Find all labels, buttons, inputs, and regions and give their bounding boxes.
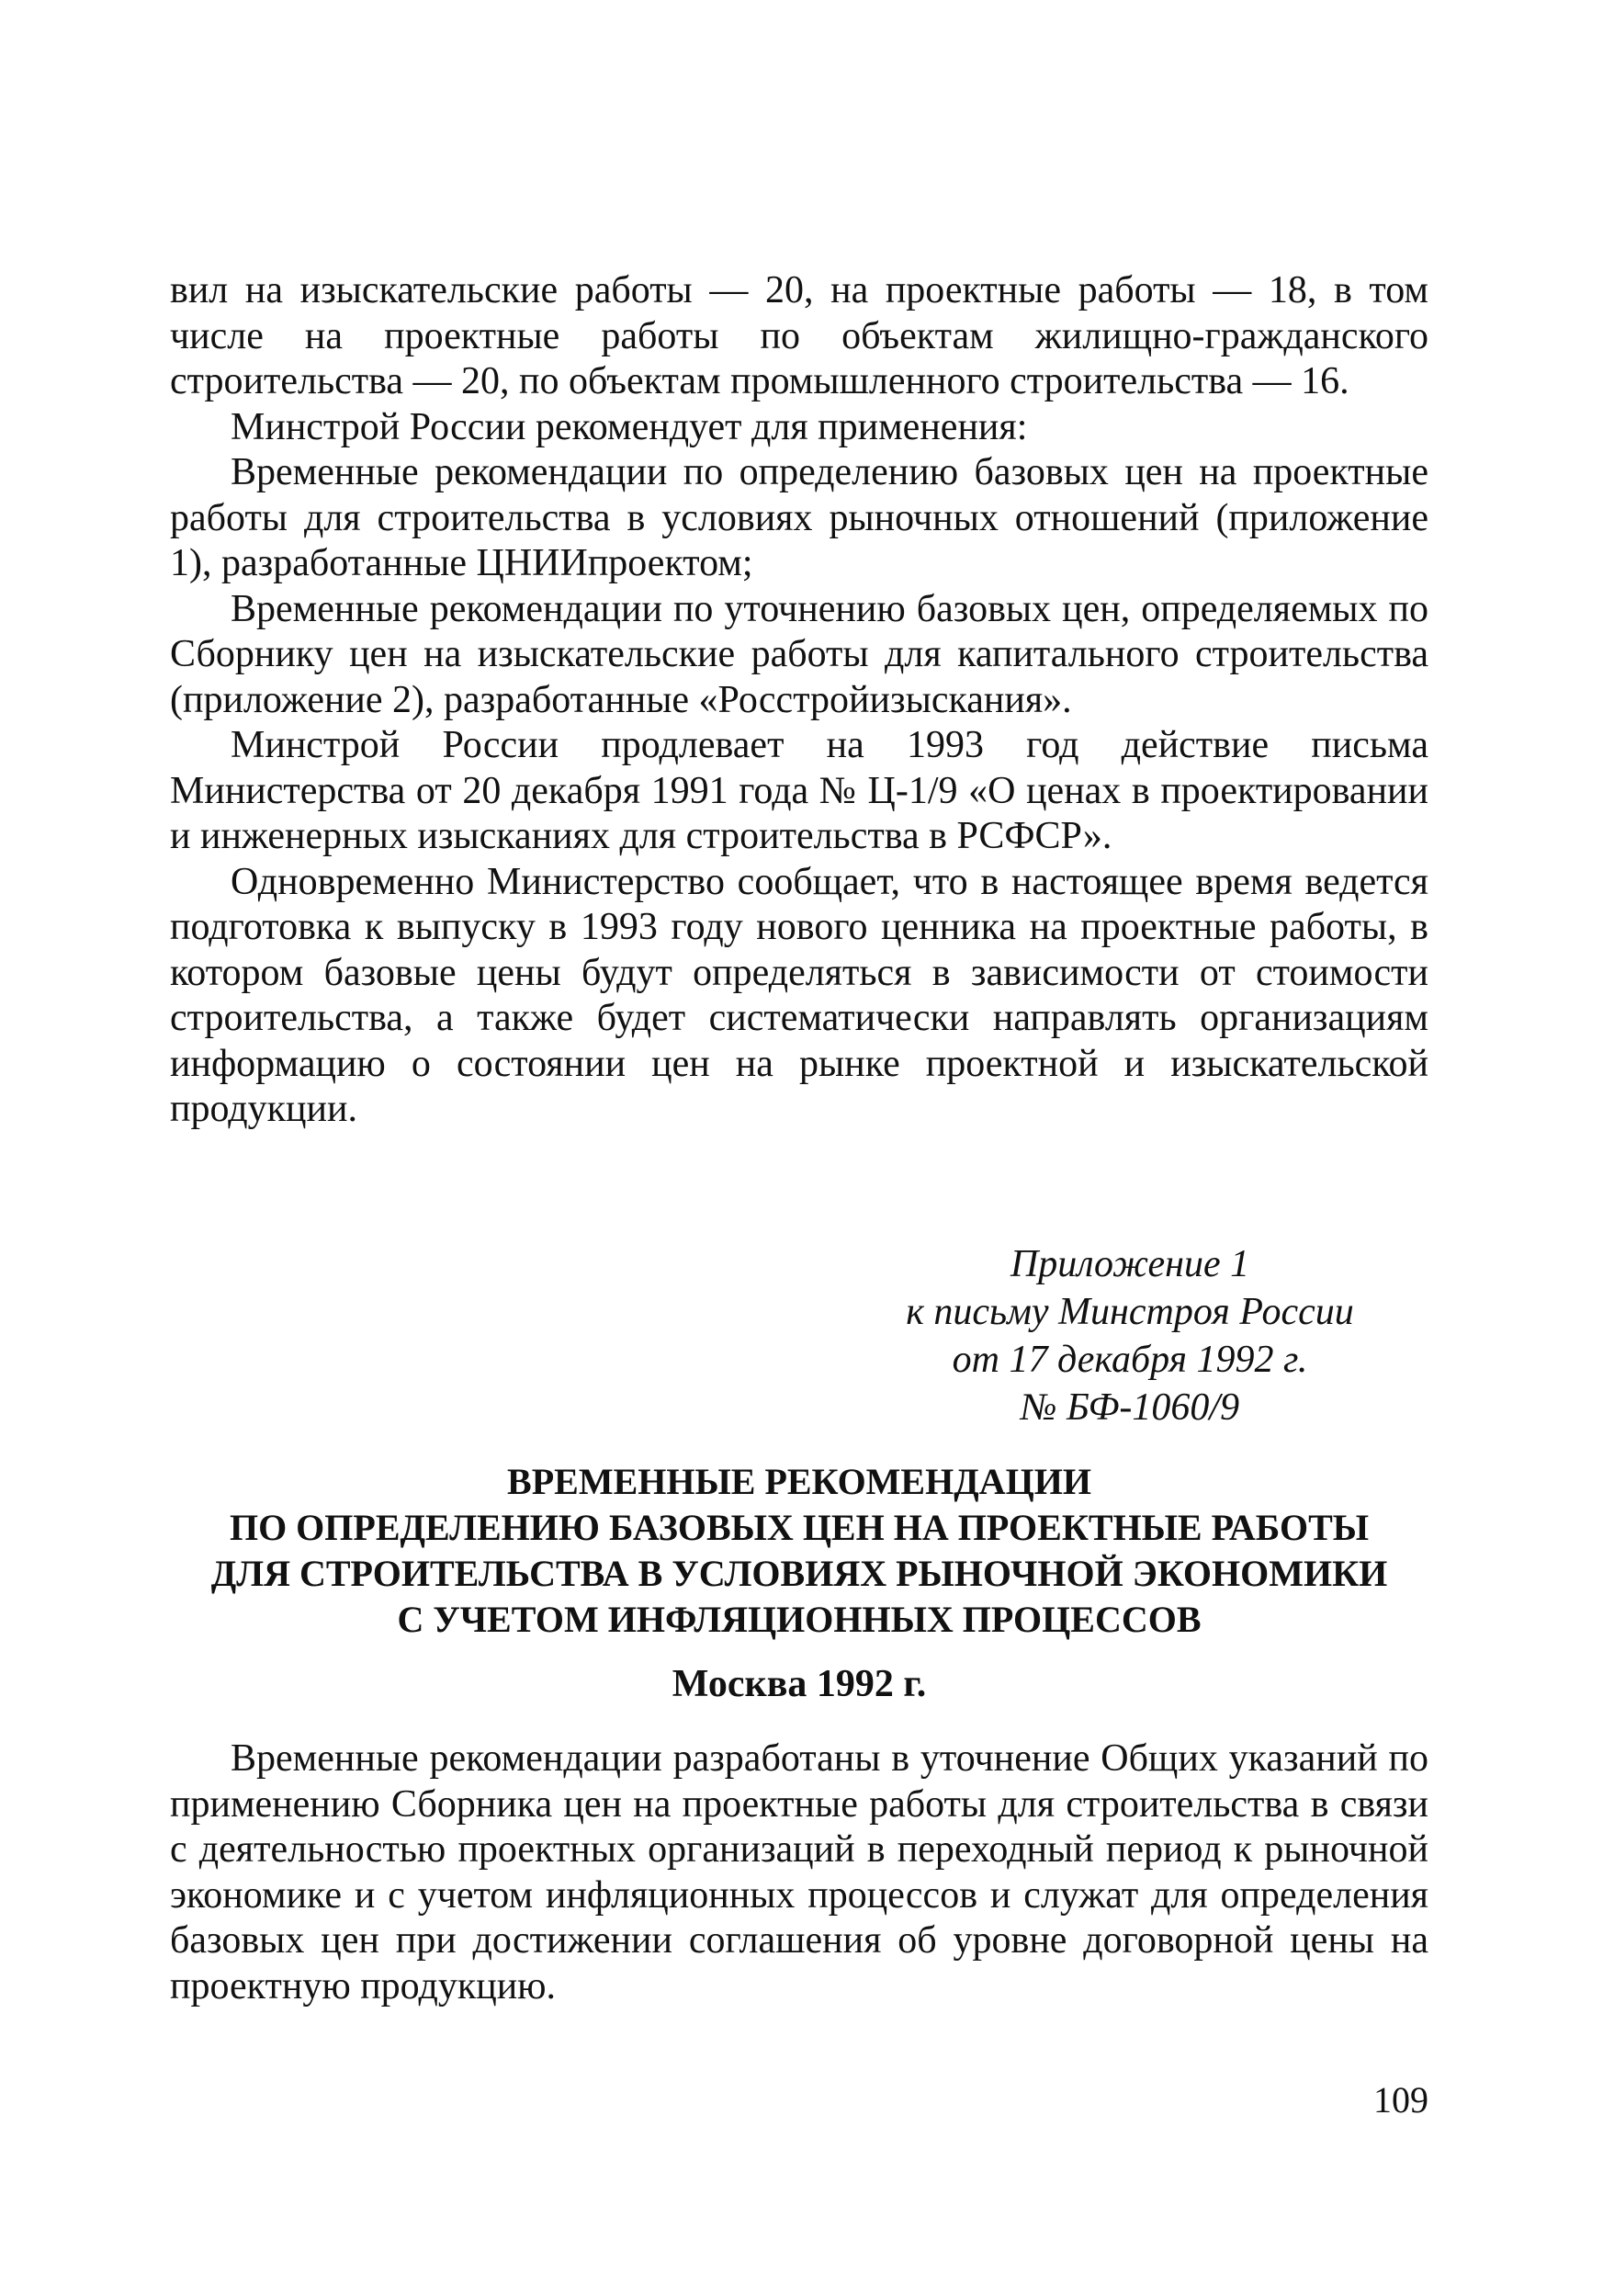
appendix-line-4: № БФ-1060/9	[1020, 1386, 1240, 1429]
recommends-paragraph: Минстрой России рекомендует для применения:	[231, 405, 1028, 448]
title-line-3: ДЛЯ СТРОИТЕЛЬСТВА В УСЛОВИЯХ РЫНОЧНОЙ ЭКОНОМИКИ	[210, 1553, 1388, 1594]
intro-paragraph: Временные рекомендации разработаны в уточнение Общих указаний по применению Сборника цен на проектные работы для строительства в связи с деятельностью проектных организаций в переходный период к рыночной экономике и с учетом инфляционных процессов и служат для определения базовых цен при достижении соглашения об уровне договорной цены на проектную продукцию.	[170, 1737, 1428, 2008]
page-number: 109	[1373, 2079, 1428, 2121]
title-line-1: ВРЕМЕННЫЕ РЕКОМЕНДАЦИИ	[507, 1461, 1091, 1502]
announcement-paragraph: Одновременно Министерство сообщает, что в настоящее время ведется подготовка к выпуску в 1993 году нового ценника на проектные работы, в котором базовые цены будут определяться в зависимости от стоимости строительства, а также будет систематически направлять организациям информацию о состоянии цен на рынке проектной и изыскательской продукции.	[170, 860, 1428, 1130]
appendix-line-3: от 17 декабря 1992 г.	[952, 1339, 1308, 1381]
letter-body	[170, 268, 1428, 1133]
appendix-reference	[827, 1240, 1433, 1431]
extension-paragraph: Минстрой России продлевает на 1993 год действие письма Министерства от 20 декабря 1991 года № Ц-1/9 «О ценах в проектировании и инженерных изысканиях для строительства в РСФСР».	[170, 724, 1428, 857]
appendix-line-1: Приложение 1	[1010, 1243, 1250, 1285]
place-and-year: Москва 1992 г.	[672, 1663, 927, 1705]
title-line-2: ПО ОПРЕДЕЛЕНИЮ БАЗОВЫХ ЦЕН НА ПРОЕКТНЫЕ РАБОТЫ	[229, 1507, 1370, 1548]
continuation-paragraph: вил на изыскательские работы — 20, на проектные работы — 18, в том числе на проектные работы по объектам жилищно-гражданского строительства — 20, по объектам промышленного строительства — 16.	[170, 269, 1428, 402]
recommendation-2-paragraph: Временные рекомендации по уточнению базовых цен, определяемых по Сборнику цен на изыскательские работы для капитального строительства (приложение 2), разработанные «Росстройизыскания».	[170, 587, 1428, 721]
document-title	[170, 1459, 1428, 1643]
intro-body	[170, 1736, 1428, 2009]
recommendation-1-paragraph: Временные рекомендации по определению базовых цен на проектные работы для строительства в условиях рыночных отношений (приложение 1), разработанные ЦНИИпроектом;	[170, 451, 1428, 584]
appendix-line-2: к письму Минстроя России	[906, 1291, 1354, 1333]
title-line-4: С УЧЕТОМ ИНФЛЯЦИОННЫХ ПРОЦЕССОВ	[397, 1599, 1202, 1640]
